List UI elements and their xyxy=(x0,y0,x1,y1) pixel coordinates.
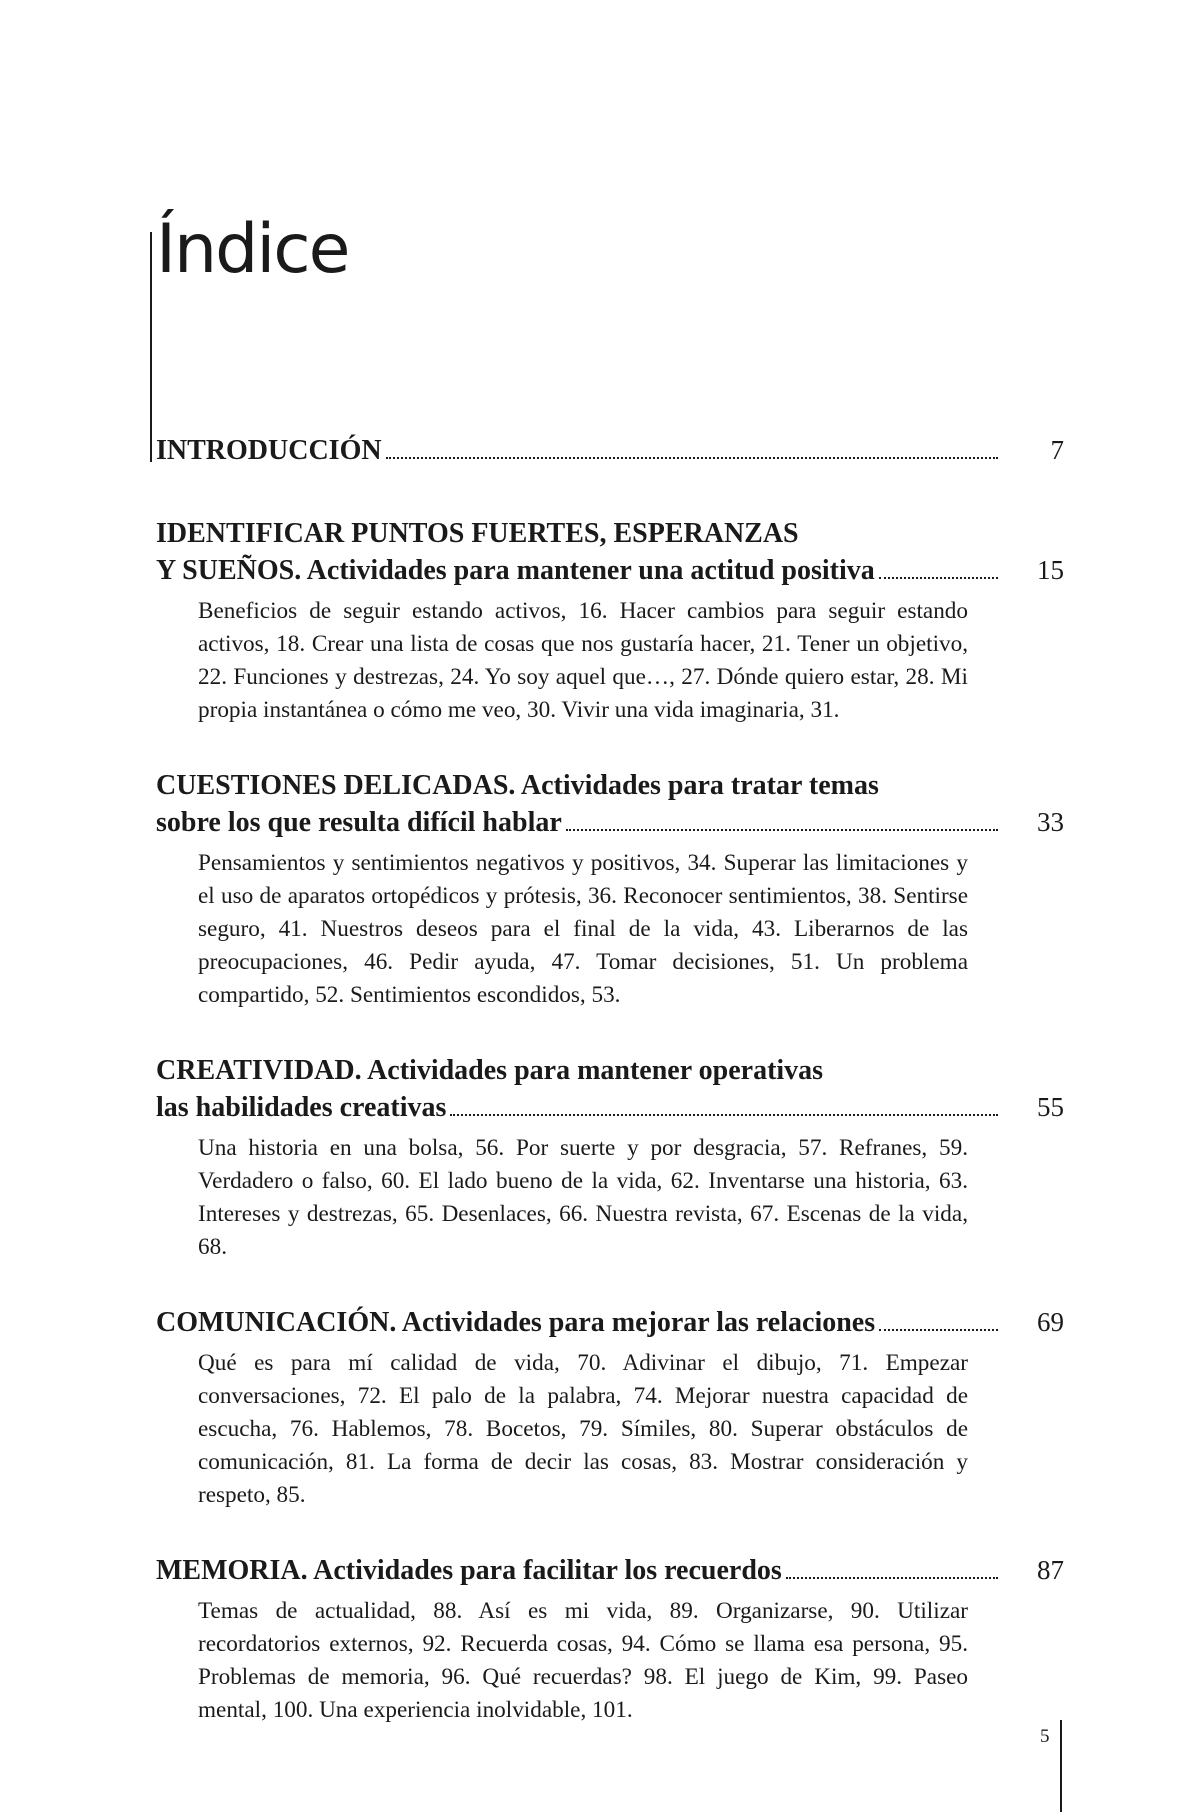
title-vertical-rule xyxy=(150,232,152,462)
toc-entry-cuestiones-delicadas[interactable] xyxy=(156,767,1064,1012)
toc-subentries: Qué es para mí calidad de vida, 70. Adivinar el dibujo, 71. Empezar conversaciones, 72. El palo de la palabra, 74. Mejorar nuestra capacidad de escucha, 76. Hablemos, 78. Bocetos, 79. Símiles, 80. Superar obstáculos de comunicación, 81. La forma de decir las cosas, 83. Mostrar consideración y respeto, 85. xyxy=(198,1350,968,1508)
dot-leader xyxy=(386,457,998,459)
toc-heading-line: CREATIVIDAD. Actividades para mantener operativas xyxy=(156,1055,824,1086)
toc-entry-introduccion[interactable] xyxy=(156,432,1064,469)
folio-page-number: 5 xyxy=(1040,1726,1050,1747)
toc-heading-line: CUESTIONES DELICADAS. Actividades para tratar temas xyxy=(156,770,879,801)
toc-page-number: 33 xyxy=(1037,807,1064,837)
toc-heading-line: MEMORIA. Actividades para facilitar los recuerdos xyxy=(156,1555,782,1586)
toc-subentries: Beneficios de seguir estando activos, 16. Hacer cambios para seguir estando activos, 18. Crear una lista de cosas que nos gustaría hacer, 21. Tener un objetivo, 22. Funciones y destrezas, 24. Yo soy aquel que…, 27. Dónde quiero estar, 28. Mi propia instantánea o cómo me veo, 30. Vivir una vida imaginaria, 31. xyxy=(198,598,968,723)
footer-vertical-rule xyxy=(1060,1720,1062,1812)
toc-page-number: 7 xyxy=(1050,435,1064,465)
toc-page-number: 55 xyxy=(1037,1092,1064,1122)
dot-leader xyxy=(786,1577,998,1579)
toc-subentries: Una historia en una bolsa, 56. Por suerte y por desgracia, 57. Refranes, 59. Verdadero o falso, 60. El lado bueno de la vida, 62. Inventarse una historia, 63. Intereses y destrezas, 65. Desenlaces, 66. Nuestra revista, 67. Escenas de la vida, 68. xyxy=(198,1135,968,1260)
toc-entry-creatividad[interactable] xyxy=(156,1052,1064,1264)
table-of-contents xyxy=(156,432,1064,1727)
toc-heading-line: Y SUEÑOS. Actividades para mantener una actitud positiva xyxy=(156,555,875,586)
toc-heading-line: INTRODUCCIÓN xyxy=(156,435,382,466)
toc-entry-comunicacion[interactable] xyxy=(156,1304,1064,1512)
toc-page-number: 69 xyxy=(1037,1307,1064,1337)
toc-heading-line: COMUNICACIÓN. Actividades para mejorar las relaciones xyxy=(156,1307,876,1338)
toc-heading-line: IDENTIFICAR PUNTOS FUERTES, ESPERANZAS xyxy=(156,518,799,549)
toc-page-number: 15 xyxy=(1037,555,1064,585)
dot-leader xyxy=(879,1329,998,1331)
toc-entry-memoria[interactable] xyxy=(156,1552,1064,1727)
toc-subentries: Pensamientos y sentimientos negativos y positivos, 34. Superar las limitaciones y el uso de aparatos ortopédicos y prótesis, 36. Reconocer sentimientos, 38. Sentirse seguro, 41. Nuestros deseos para el final de la vida, 43. Liberarnos de las preocupaciones, 46. Pedir ayuda, 47. Tomar decisiones, 51. Un problema compartido, 52. Sentimientos escondidos, 53. xyxy=(198,850,968,1008)
dot-leader xyxy=(450,1114,998,1116)
page-title: Índice xyxy=(156,210,349,289)
dot-leader xyxy=(879,577,998,579)
toc-entry-identificar[interactable] xyxy=(156,515,1064,727)
toc-page-number: 87 xyxy=(1037,1555,1064,1585)
dot-leader xyxy=(566,829,998,831)
toc-heading-line: las habilidades creativas xyxy=(156,1092,447,1123)
toc-subentries: Temas de actualidad, 88. Así es mi vida, 89. Organizarse, 90. Utilizar recordatorios externos, 92. Recuerda cosas, 94. Cómo se llama esa persona, 95. Problemas de memoria, 96. Qué recuerdas? 98. El juego de Kim, 99. Paseo mental, 100. Una experiencia inolvidable, 101. xyxy=(198,1598,968,1723)
toc-heading-line: sobre los que resulta difícil hablar xyxy=(156,807,562,838)
